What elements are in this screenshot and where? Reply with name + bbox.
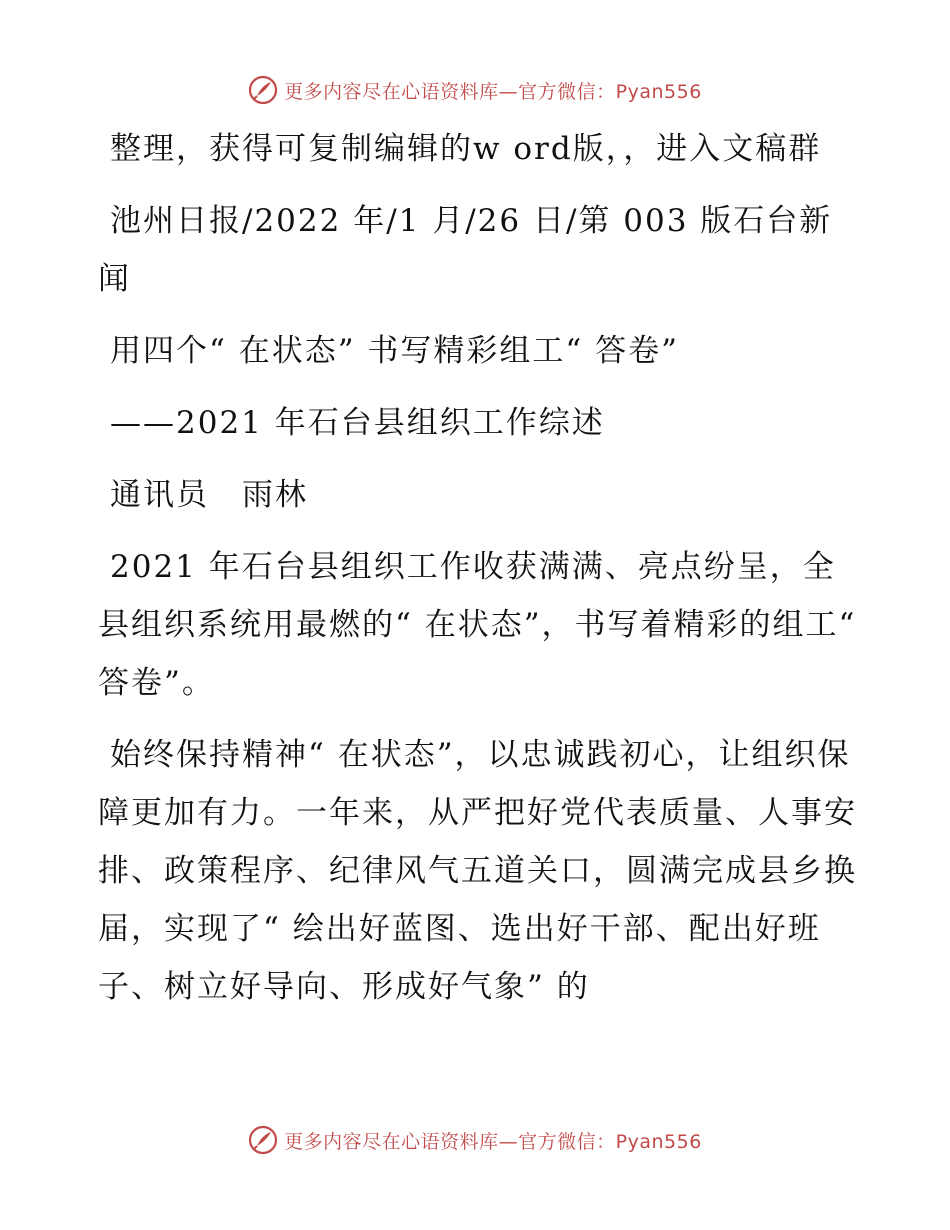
article-subtitle: ——2021 年石台县组织工作综述 [110,405,605,441]
document-body [98,120,858,1016]
intro-note-paragraph: 整理，获得可复制编辑的w ord版，，进入文稿群 [110,131,822,167]
body-paragraph: 2021 年石台县组织工作收获满满、亮点纷呈，全县组织系统用最燃的“ 在状态”，书写着精彩的组工“ 答卷”。 [98,549,857,701]
article-title: 用四个“ 在状态” 书写精彩组工“ 答卷” [110,333,679,369]
watermark-text: 更多内容尽在心语资料库—官方微信：Pyan556 [284,80,702,103]
footer-watermark-banner [0,1120,950,1160]
feather-pen-logo-icon [248,75,278,105]
author-line: 通讯员 雨林 [110,477,308,513]
header-watermark-banner [0,70,950,110]
feather-pen-logo-icon [248,1125,278,1155]
source-line: 池州日报/2022 年/1 月/26 日/第 003 版石台新闻 [98,203,833,297]
body-paragraph: 始终保持精神“ 在状态”，以忠诚践初心，让组织保障更加有力。一年来，从严把好党代表质量、人事安排、政策程序、纪律风气五道关口，圆满完成县乡换届，实现了“ 绘出好蓝图、选出好干部、配出好班子、树立好导向、形成好气象” 的 [98,737,857,1005]
watermark-text: 更多内容尽在心语资料库—官方微信：Pyan556 [284,1130,702,1153]
